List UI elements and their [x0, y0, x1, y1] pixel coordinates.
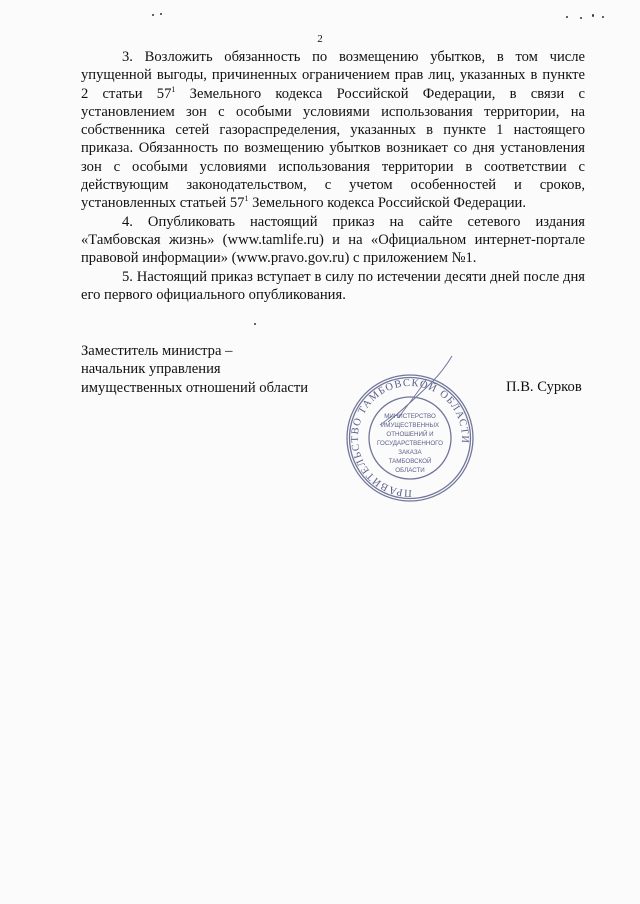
scan-speck	[592, 14, 594, 17]
seal-inner-line: ОБЛАСТИ	[395, 467, 425, 474]
seal-inner-line: МИНИСТЕРСТВО	[384, 413, 436, 420]
document-body	[81, 48, 585, 304]
paragraph-3-part-a: 3. Возложить обязанность по возмещению убытков, в том числе упущенной выгоды, причиненных ограничением прав лиц, указанных в пункте 2 статьи 57	[81, 49, 585, 102]
seal-inner-text	[377, 413, 443, 474]
paragraph-3-part-c: Земельного кодекса Российской Федерации.	[248, 195, 526, 212]
paragraph-5: 5. Настоящий приказ вступает в силу по истечении десяти дней после дня его первого официального опубликования.	[81, 268, 585, 303]
seal-outer-text-path: ПРАВИТЕЛЬСТВО ТАМБОВСКОЙ ОБЛАСТИ	[349, 377, 471, 499]
scan-speck	[254, 323, 256, 325]
seal-inner-line: ИМУЩЕСТВЕННЫХ	[380, 422, 440, 429]
scan-speck	[152, 14, 154, 16]
signatory-title-line: Заместитель министра –	[81, 343, 233, 359]
superscript: 1	[171, 84, 176, 94]
signatory-title-line: имущественных отношений области	[81, 379, 309, 396]
superscript: 1	[244, 194, 249, 204]
seal-outer-text	[348, 376, 472, 500]
seal-inner-line: ТАМБОВСКОЙ	[388, 458, 432, 465]
paragraph-4: 4. Опубликовать настоящий приказ на сайте сетевого издания «Тамбовская жизнь» (www.tamlife.ru) и на «Официальном интернет-портале правовой информации» (www.pravo.gov.ru) с приложением №1.	[81, 213, 585, 267]
paragraph-3	[81, 48, 585, 213]
scan-speck	[566, 16, 568, 18]
signatory-title	[81, 342, 308, 397]
signatory-name: П.В. Сурков	[506, 379, 582, 395]
scan-speck	[580, 17, 582, 19]
seal-inner-line: ГОСУДАРСТВЕННОГО	[377, 440, 443, 447]
signatory-title-line: начальник управления	[81, 361, 221, 378]
paragraph-3-part-b: Земельного кодекса Российской Федерации, в связи с установлением зон с особыми условиями использования территории, на собственника сетей газораспределения, указанных в пункте 1 настоящего приказа. Обязанность по возмещению убытков возникает со дня установления зон с особыми условиями использования территории в соответствии с действующим законодательством, с учетом особенностей и сроков, установленных статьей 57	[81, 85, 585, 212]
seal-inner-line: ОТНОШЕНИЙ И	[386, 431, 434, 438]
page-number: 2	[317, 33, 323, 45]
scan-speck	[160, 13, 162, 15]
seal-inner-line: ЗАКАЗА	[398, 449, 422, 456]
scan-speck	[602, 16, 604, 18]
